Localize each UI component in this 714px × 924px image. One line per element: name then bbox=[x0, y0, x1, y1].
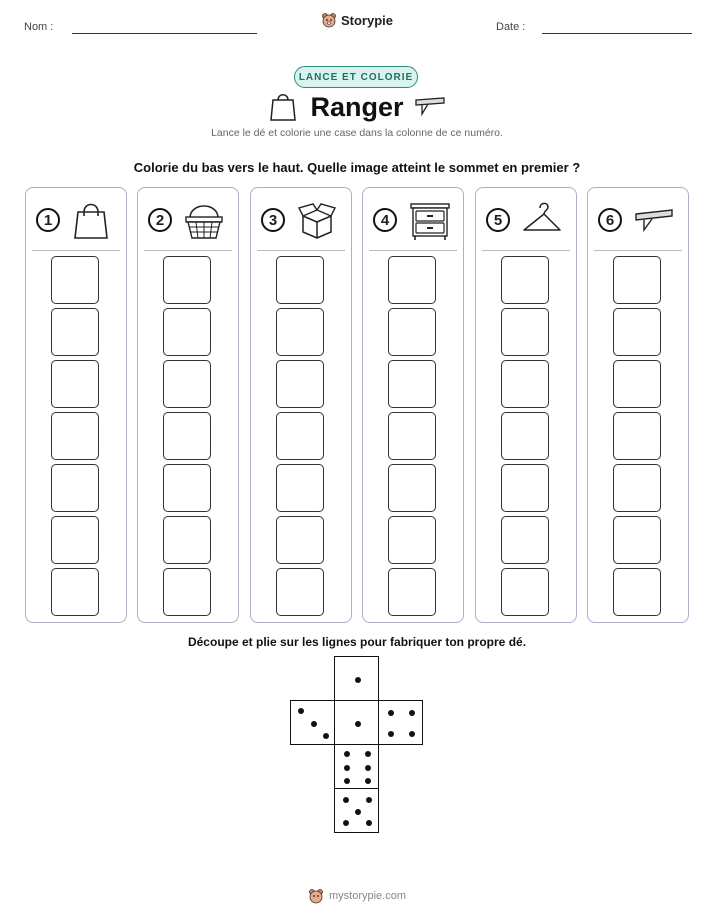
name-label: Nom : bbox=[24, 21, 54, 33]
die-face-4 bbox=[378, 700, 423, 745]
bear-logo-icon bbox=[308, 888, 324, 904]
die-pip bbox=[409, 710, 415, 716]
footer-url[interactable]: mystorypie.com bbox=[328, 890, 407, 902]
box-icon bbox=[295, 198, 339, 242]
name-line[interactable] bbox=[72, 33, 257, 34]
color-box[interactable] bbox=[163, 568, 211, 616]
column-2 bbox=[137, 187, 239, 623]
column-5 bbox=[475, 187, 577, 623]
color-box[interactable] bbox=[501, 360, 549, 408]
column-number: 2 bbox=[148, 208, 172, 232]
column-divider bbox=[257, 250, 345, 251]
color-box[interactable] bbox=[613, 256, 661, 304]
color-box[interactable] bbox=[613, 464, 661, 512]
die-pip bbox=[388, 710, 394, 716]
color-box[interactable] bbox=[51, 464, 99, 512]
shopping-bag-icon bbox=[70, 198, 114, 242]
die-pip bbox=[311, 721, 317, 727]
column-divider bbox=[482, 250, 570, 251]
column-divider bbox=[32, 250, 120, 251]
color-box[interactable] bbox=[51, 256, 99, 304]
color-box[interactable] bbox=[276, 360, 324, 408]
column-divider bbox=[369, 250, 457, 251]
footer bbox=[0, 888, 714, 904]
die-pip bbox=[366, 797, 372, 803]
color-box[interactable] bbox=[276, 516, 324, 564]
color-box[interactable] bbox=[501, 256, 549, 304]
color-box[interactable] bbox=[276, 464, 324, 512]
color-box[interactable] bbox=[388, 256, 436, 304]
color-box[interactable] bbox=[276, 308, 324, 356]
color-box[interactable] bbox=[388, 464, 436, 512]
die-pip bbox=[365, 751, 371, 757]
color-box[interactable] bbox=[51, 412, 99, 460]
die-pip bbox=[388, 731, 394, 737]
color-box[interactable] bbox=[388, 516, 436, 564]
shelf-icon bbox=[632, 198, 676, 242]
color-box[interactable] bbox=[388, 568, 436, 616]
column-number: 5 bbox=[486, 208, 510, 232]
die-instruction: Découpe et plie sur les lignes pour fabriquer ton propre dé. bbox=[187, 635, 527, 649]
color-box[interactable] bbox=[163, 308, 211, 356]
color-box[interactable] bbox=[276, 568, 324, 616]
die-pip bbox=[343, 820, 349, 826]
brand-logo bbox=[0, 12, 714, 28]
die-pip bbox=[355, 809, 361, 815]
die-pip bbox=[344, 778, 350, 784]
color-box[interactable] bbox=[613, 412, 661, 460]
column-number: 6 bbox=[598, 208, 622, 232]
color-box[interactable] bbox=[51, 568, 99, 616]
column-divider bbox=[144, 250, 232, 251]
dresser-icon bbox=[407, 198, 451, 242]
color-box[interactable] bbox=[163, 256, 211, 304]
color-box[interactable] bbox=[163, 516, 211, 564]
color-box[interactable] bbox=[501, 464, 549, 512]
die-pip bbox=[343, 797, 349, 803]
color-box[interactable] bbox=[388, 360, 436, 408]
column-number: 1 bbox=[36, 208, 60, 232]
column-3 bbox=[250, 187, 352, 623]
die-pip bbox=[323, 733, 329, 739]
column-number: 4 bbox=[373, 208, 397, 232]
die-pip bbox=[365, 765, 371, 771]
die-pip bbox=[355, 721, 361, 727]
die-pip bbox=[365, 778, 371, 784]
color-box[interactable] bbox=[613, 568, 661, 616]
die-face-5 bbox=[334, 788, 379, 833]
hanger-icon bbox=[520, 198, 564, 242]
bear-logo-icon bbox=[321, 12, 337, 28]
color-box[interactable] bbox=[388, 412, 436, 460]
date-label: Date : bbox=[496, 21, 526, 33]
color-box[interactable] bbox=[501, 516, 549, 564]
color-box[interactable] bbox=[613, 308, 661, 356]
column-number: 3 bbox=[261, 208, 285, 232]
column-1 bbox=[25, 187, 127, 623]
brand-name: Storypie bbox=[340, 12, 393, 28]
die-pip bbox=[409, 731, 415, 737]
die-pip bbox=[344, 765, 350, 771]
color-box[interactable] bbox=[276, 256, 324, 304]
color-box[interactable] bbox=[163, 360, 211, 408]
die-pip bbox=[298, 708, 304, 714]
color-box[interactable] bbox=[51, 516, 99, 564]
color-box[interactable] bbox=[51, 360, 99, 408]
shelf-icon bbox=[414, 96, 446, 118]
color-box[interactable] bbox=[613, 360, 661, 408]
color-box[interactable] bbox=[276, 412, 324, 460]
die-face-6 bbox=[334, 744, 379, 789]
color-box[interactable] bbox=[388, 308, 436, 356]
color-box[interactable] bbox=[163, 464, 211, 512]
column-6 bbox=[587, 187, 689, 623]
color-box[interactable] bbox=[163, 412, 211, 460]
color-box[interactable] bbox=[501, 308, 549, 356]
color-box[interactable] bbox=[501, 412, 549, 460]
column-4 bbox=[362, 187, 464, 623]
basket-icon bbox=[182, 198, 226, 242]
die-pip bbox=[355, 677, 361, 683]
die-pip bbox=[344, 751, 350, 757]
page-subtitle: Lance le dé et colorie une case dans la colonne de ce numéro. bbox=[211, 127, 503, 139]
color-box[interactable] bbox=[51, 308, 99, 356]
die-face-1 bbox=[334, 656, 379, 701]
page-title: Ranger bbox=[310, 92, 404, 122]
date-line[interactable] bbox=[542, 33, 692, 34]
die-pip bbox=[366, 820, 372, 826]
color-box[interactable] bbox=[613, 516, 661, 564]
die-face-3 bbox=[290, 700, 335, 745]
die-face-1 bbox=[334, 700, 379, 745]
question-text: Colorie du bas vers le haut. Quelle image atteint le sommet en premier ? bbox=[133, 160, 581, 175]
color-box[interactable] bbox=[501, 568, 549, 616]
column-divider bbox=[594, 250, 682, 251]
activity-badge: LANCE ET COLORIE bbox=[294, 66, 418, 88]
